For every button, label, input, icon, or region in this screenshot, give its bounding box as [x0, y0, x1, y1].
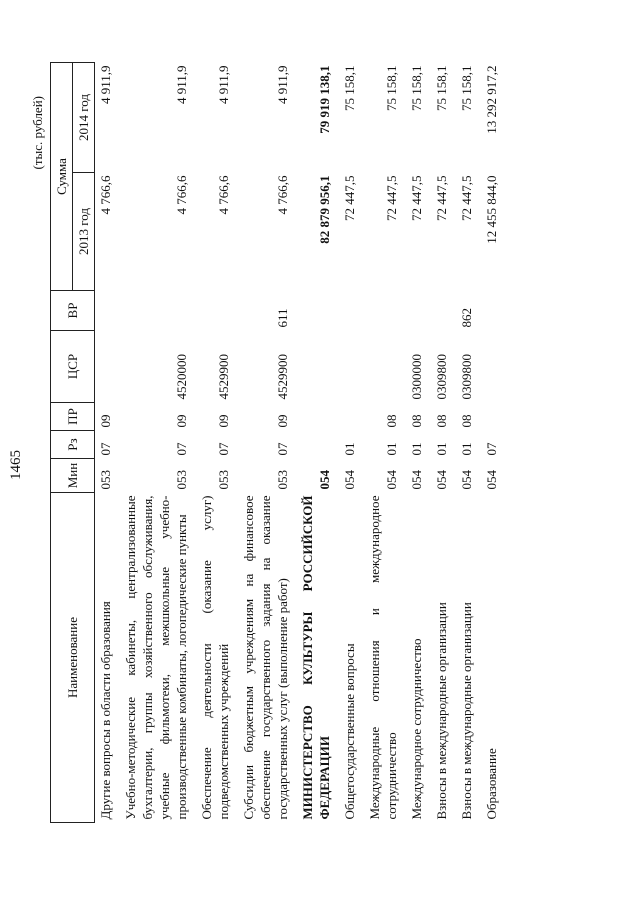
row-sum-2013: 72 447,5 [409, 175, 424, 221]
row-name: МИНИСТЕРСТВО КУЛЬТУРЫ РОССИЙСКОЙ ФЕДЕРАЦИИ [300, 495, 332, 820]
table-body [95, 63, 503, 823]
table-row [402, 63, 427, 823]
row-vr [116, 291, 192, 331]
table-row [234, 63, 293, 823]
table-row [293, 63, 335, 823]
row-sum-2013: 4 766,6 [98, 175, 113, 215]
row-csr: 0309800 [434, 354, 449, 400]
row-min: 053 [275, 470, 290, 490]
unit-note: (тыс. рублей) [30, 96, 45, 170]
row-sum-2014: 75 158,1 [342, 65, 357, 111]
row-sum-2013: 4 766,6 [275, 175, 290, 215]
row-sum-2013: 4 766,6 [216, 175, 231, 215]
header-year-2014: 2014 год [73, 63, 95, 173]
row-name: Международное сотрудничество [409, 638, 424, 820]
row-pr: 08 [459, 414, 474, 428]
row-name: Другие вопросы в области образования [98, 601, 113, 820]
page-number: 1465 [8, 450, 24, 480]
row-pr: 09 [174, 414, 189, 428]
table-row [360, 63, 402, 823]
row-sum-2013: 72 447,5 [434, 175, 449, 221]
row-pr: 09 [98, 414, 113, 428]
header-min: Мин [51, 459, 95, 493]
row-sum-2014: 75 158,1 [434, 65, 449, 111]
row-vr [477, 291, 502, 331]
row-pr: 08 [409, 414, 424, 428]
table-row [95, 63, 117, 823]
row-vr [427, 291, 452, 331]
row-min: 053 [174, 470, 189, 490]
row-min: 053 [98, 470, 113, 490]
table-row [335, 63, 360, 823]
row-csr [477, 331, 502, 403]
header-csr: ЦСР [51, 331, 95, 403]
row-vr [335, 291, 360, 331]
row-pr [293, 403, 335, 431]
row-rz: 01 [342, 442, 357, 456]
header-rz: Рз [51, 431, 95, 459]
row-vr [95, 291, 117, 331]
row-min: 053 [216, 470, 231, 490]
row-pr: 09 [275, 414, 290, 428]
row-pr: 08 [434, 414, 449, 428]
row-vr [402, 291, 427, 331]
table-row [116, 63, 192, 823]
row-rz: 07 [216, 442, 231, 456]
row-sum-2014: 75 158,1 [409, 65, 424, 111]
row-sum-2014: 75 158,1 [459, 65, 474, 111]
table-row [452, 63, 477, 823]
row-name: Обеспечение деятельности (оказание услуг) подведомственных учреждений [199, 495, 231, 820]
header-vr: ВР [51, 291, 95, 331]
row-pr: 09 [216, 414, 231, 428]
row-rz: 07 [174, 442, 189, 456]
budget-table [50, 62, 502, 823]
row-rz: 07 [275, 442, 290, 456]
row-sum-2013: 4 766,6 [174, 175, 189, 215]
table-row [427, 63, 452, 823]
row-pr [477, 403, 502, 431]
row-sum-2013: 72 447,5 [459, 175, 474, 221]
row-sum-2013: 72 447,5 [342, 175, 357, 221]
row-sum-2014: 13 292 917,2 [484, 65, 499, 134]
row-rz: 07 [484, 442, 499, 456]
row-name: Учебно-методические кабинеты, централизованные бухгалтерии, группы хозяйственного обслуживания, учебные фильмотеки, межшкольные учебно-производственные комбинаты, логопедические пункты [123, 495, 189, 820]
row-pr [335, 403, 360, 431]
row-pr: 08 [384, 414, 399, 428]
row-sum-2013: 82 879 956,1 [317, 175, 332, 244]
header-name: Наименование [51, 493, 95, 823]
row-min: 054 [342, 470, 357, 490]
row-rz: 01 [384, 442, 399, 456]
row-min: 054 [434, 470, 449, 490]
row-sum-2014: 4 911,9 [216, 65, 231, 105]
row-vr [360, 291, 402, 331]
row-rz [293, 431, 335, 459]
row-csr [360, 331, 402, 403]
row-csr: 4520000 [174, 354, 189, 400]
row-sum-2013: 72 447,5 [384, 175, 399, 221]
row-csr: 4529900 [275, 354, 290, 400]
row-name: Общегосударственные вопросы [342, 643, 357, 820]
row-rz: 07 [98, 442, 113, 456]
row-rz: 01 [459, 442, 474, 456]
row-name: Взносы в международные организации [434, 602, 449, 820]
row-csr [335, 331, 360, 403]
header-year-2013: 2013 год [73, 173, 95, 291]
row-rz: 01 [409, 442, 424, 456]
header-pr: ПР [51, 403, 95, 431]
row-csr: 4529900 [216, 354, 231, 400]
row-name: Субсидии бюджетным учреждениям на финансовое обеспечение государственного задания на оказание государственных услуг (выполнение работ) [241, 495, 290, 820]
row-name: Взносы в международные организации [459, 602, 474, 820]
table-row [477, 63, 502, 823]
row-rz: 01 [434, 442, 449, 456]
row-csr [293, 331, 335, 403]
row-vr: 862 [459, 308, 474, 328]
row-min: 054 [409, 470, 424, 490]
row-vr: 611 [275, 308, 290, 328]
row-csr: 0300000 [409, 354, 424, 400]
row-vr [293, 291, 335, 331]
row-name: Международные отношения и международное сотрудничество [367, 495, 399, 820]
row-sum-2014: 4 911,9 [275, 65, 290, 105]
row-sum-2014: 75 158,1 [384, 65, 399, 111]
row-name: Образование [484, 748, 499, 820]
row-sum-2013: 12 455 844,0 [484, 175, 499, 244]
row-csr [95, 331, 117, 403]
row-vr [192, 291, 234, 331]
row-sum-2014: 4 911,9 [98, 65, 113, 105]
row-sum-2014: 79 919 138,1 [317, 65, 332, 134]
table-row [192, 63, 234, 823]
row-min: 054 [484, 470, 499, 490]
row-sum-2014: 4 911,9 [174, 65, 189, 105]
row-min: 054 [384, 470, 399, 490]
header-sum: Сумма [51, 63, 73, 291]
row-min: 054 [459, 470, 474, 490]
row-min: 054 [317, 470, 332, 490]
row-csr: 0309800 [459, 354, 474, 400]
